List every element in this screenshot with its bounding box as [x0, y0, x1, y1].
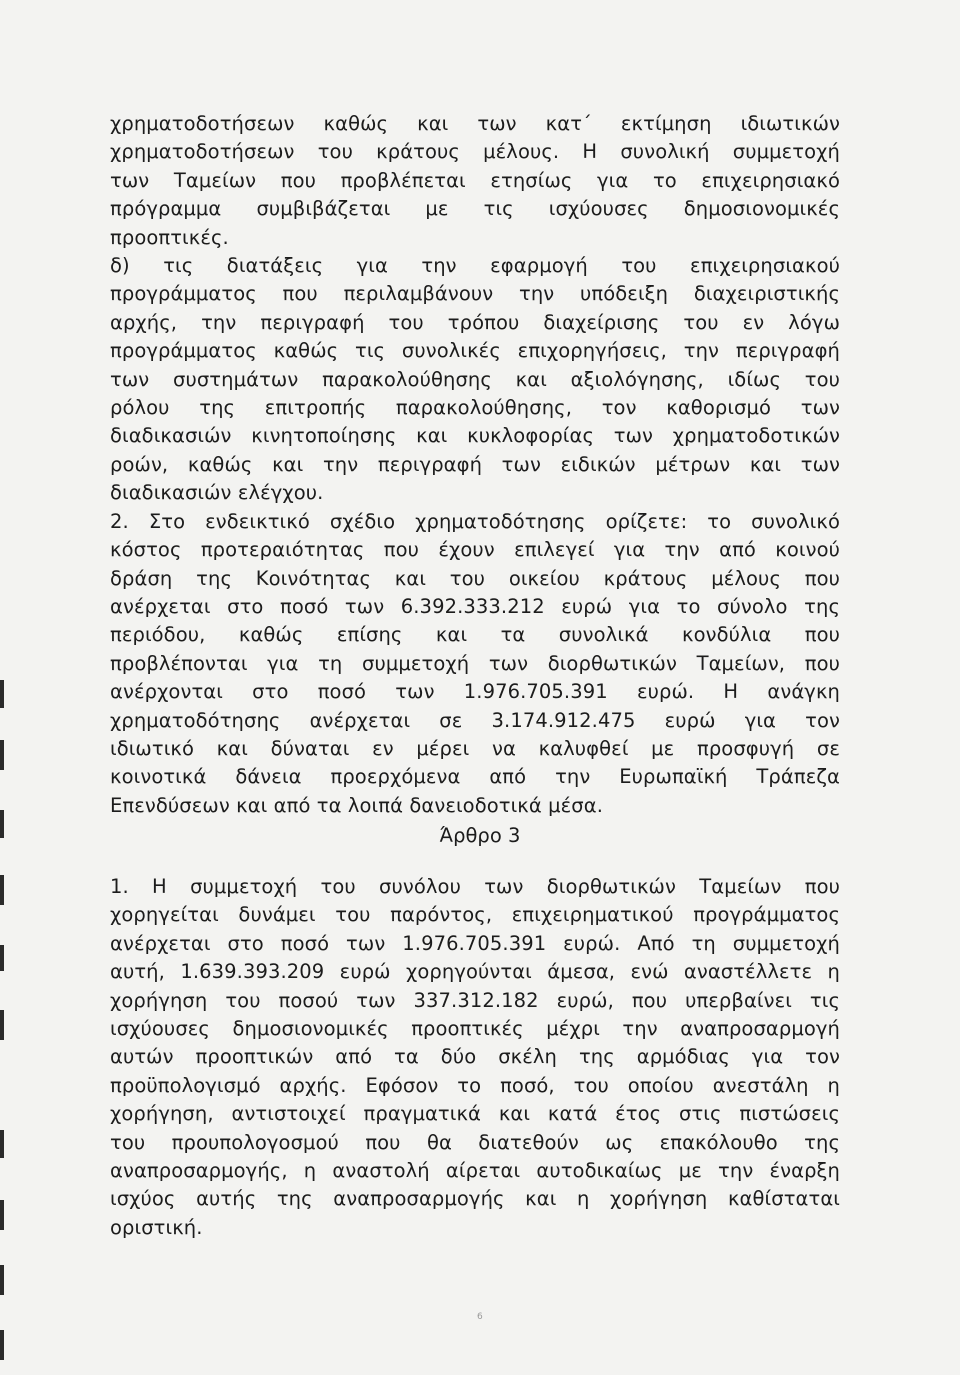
scan-edge-mark — [0, 1265, 4, 1295]
scan-edge-mark — [0, 1010, 4, 1040]
text-line: του προυπολογοσμού που θα διατεθούν ως επακόλουθο της — [110, 1130, 840, 1154]
text-line: αυτών προοπτικών από τα δύο σκέλη της αρμόδιας για τον — [110, 1045, 840, 1069]
text-line: χορηγείται δυνάμει του παρόντος, επιχειρηματικού προγράμματος — [110, 903, 840, 927]
text-line: χρηματοδότησης ανέρχεται σε 3.174.912.475 ευρώ για τον — [110, 708, 840, 732]
text-line: αρχής, την περιγραφή του τρόπου διαχείρισης του εν λόγω — [110, 310, 840, 334]
text-line: αυτή, 1.639.393.209 ευρώ χορηγούνται άμεσα, ενώ αναστέλλετε η — [110, 960, 840, 984]
text-line: διαδικασιών κινητοποίησης και κυκλοφορίας των χρηματοδοτικών — [110, 424, 840, 448]
scan-edge-mark — [0, 1200, 4, 1230]
text-line: χορήγηση, αντιστοιχεί πραγματικά και κατά έτος στις πιστώσεις — [110, 1102, 840, 1126]
scan-edge-mark — [0, 740, 4, 770]
text-line: ανέρχεται στο ποσό των 6.392.333.212 ευρώ για το σύνολο της — [110, 594, 840, 618]
scan-edge-mark — [0, 1330, 4, 1360]
text-line: 2. Στο ενδεικτικό σχέδιο χρηματοδότησης ορίζετε: το συνολικό — [110, 509, 840, 533]
text-line: 1. Η συμμετοχή του συνόλου των διορθωτικών Ταμείων που — [110, 875, 840, 898]
text-line: χορήγηση του ποσού των 337.312.182 ευρώ, που υπερβαίνει τις — [110, 988, 840, 1012]
text-line: διαδικασιών ελέγχου. — [110, 481, 324, 505]
text-line: κόστος προτεραιότητας που έχουν επιλεγεί για την από κοινού — [110, 538, 840, 562]
text-line: δράση της Κοινότητας και του οικείου κράτους μέλους που — [110, 566, 840, 590]
text-line: περιόδου, καθώς επίσης και τα συνολικά κονδύλια που — [110, 623, 840, 647]
text-line: δ) τις διατάξεις για την εφαρμογή του επιχειρησιακού — [110, 254, 840, 278]
text-line: των Ταμείων που προβλέπεται ετησίως για το επιχειρησιακό — [110, 168, 840, 192]
text-line: ρόλου της επιτροπής παρακολούθησης, τον καθορισμό των — [110, 396, 840, 420]
scan-edge-mark — [0, 810, 4, 838]
text-line: κοινοτικά δάνεια προερχόμενα από την Ευρωπαϊκή Τράπεζα — [110, 765, 840, 789]
text-line: ροών, καθώς και την περιγραφή των ειδικών μέτρων και των — [110, 452, 840, 476]
scan-edge-mark — [0, 945, 4, 971]
text-line: προγράμματος που περιλαμβάνουν την υπόδειξη διαχειριστικής — [110, 282, 840, 306]
text-line: ανέρχεται στο ποσό των 1.976.705.391 ευρώ. Από τη συμμετοχή — [110, 931, 840, 955]
scan-edge-mark — [0, 680, 4, 708]
text-line: χρηματοδοτήσεων καθώς και των κατ΄ εκτίμηση ιδιωτικών — [110, 112, 840, 135]
text-line: αναπροσαρμογής, η αναστολή αίρεται αυτοδικαίως με την έναρξη — [110, 1159, 840, 1183]
article-heading: Άρθρο 3 — [439, 824, 521, 847]
text-line: προγράμματος καθώς τις συνολικές επιχορηγήσεις, την περιγραφή — [110, 339, 840, 363]
text-line: των συστημάτων παρακολούθησης και αξιολόγησης, ιδίως του — [110, 367, 840, 391]
text-line: ισχύος αυτής της αναπροσαρμογής και η χορήγηση καθίσταται — [110, 1187, 840, 1211]
scan-edge-mark — [0, 1130, 4, 1158]
text-line: προϋπολογισμό αρχής. Εφόσον το ποσό, του οποίου ανεστάλη η — [110, 1073, 840, 1097]
text-line: χρηματοδοτήσεων του κράτους μέλους. Η συνολική συμμετοχή — [110, 140, 840, 164]
scan-edge-mark — [0, 875, 4, 905]
section-2-text — [110, 873, 840, 1242]
page-number: 6 — [477, 1312, 483, 1322]
text-line: προβλέπονται για τη συμμετοχή των διορθωτικών Ταμείων, που — [110, 651, 840, 675]
text-line: Επενδύσεων και από τα λοιπά δανειοδοτικά μέσα. — [110, 793, 603, 817]
text-line: οριστική. — [110, 1215, 203, 1239]
text-line: προοπτικές. — [110, 225, 229, 249]
text-line: ισχύουσες δημοσιονομικές προοπτικές μέχρι την αναπροσαρμογή — [110, 1017, 840, 1041]
section-1-text — [110, 110, 840, 820]
text-line: ανέρχονται στο ποσό των 1.976.705.391 ευρώ. Η ανάγκη — [110, 680, 840, 704]
text-line: ιδιωτικό και δύναται εν μέρει να καλυφθεί με προσφυγή σε — [110, 736, 840, 760]
text-line: πρόγραμμα συμβιβάζεται με τις ισχύουσες δημοσιονομικές — [110, 197, 840, 221]
